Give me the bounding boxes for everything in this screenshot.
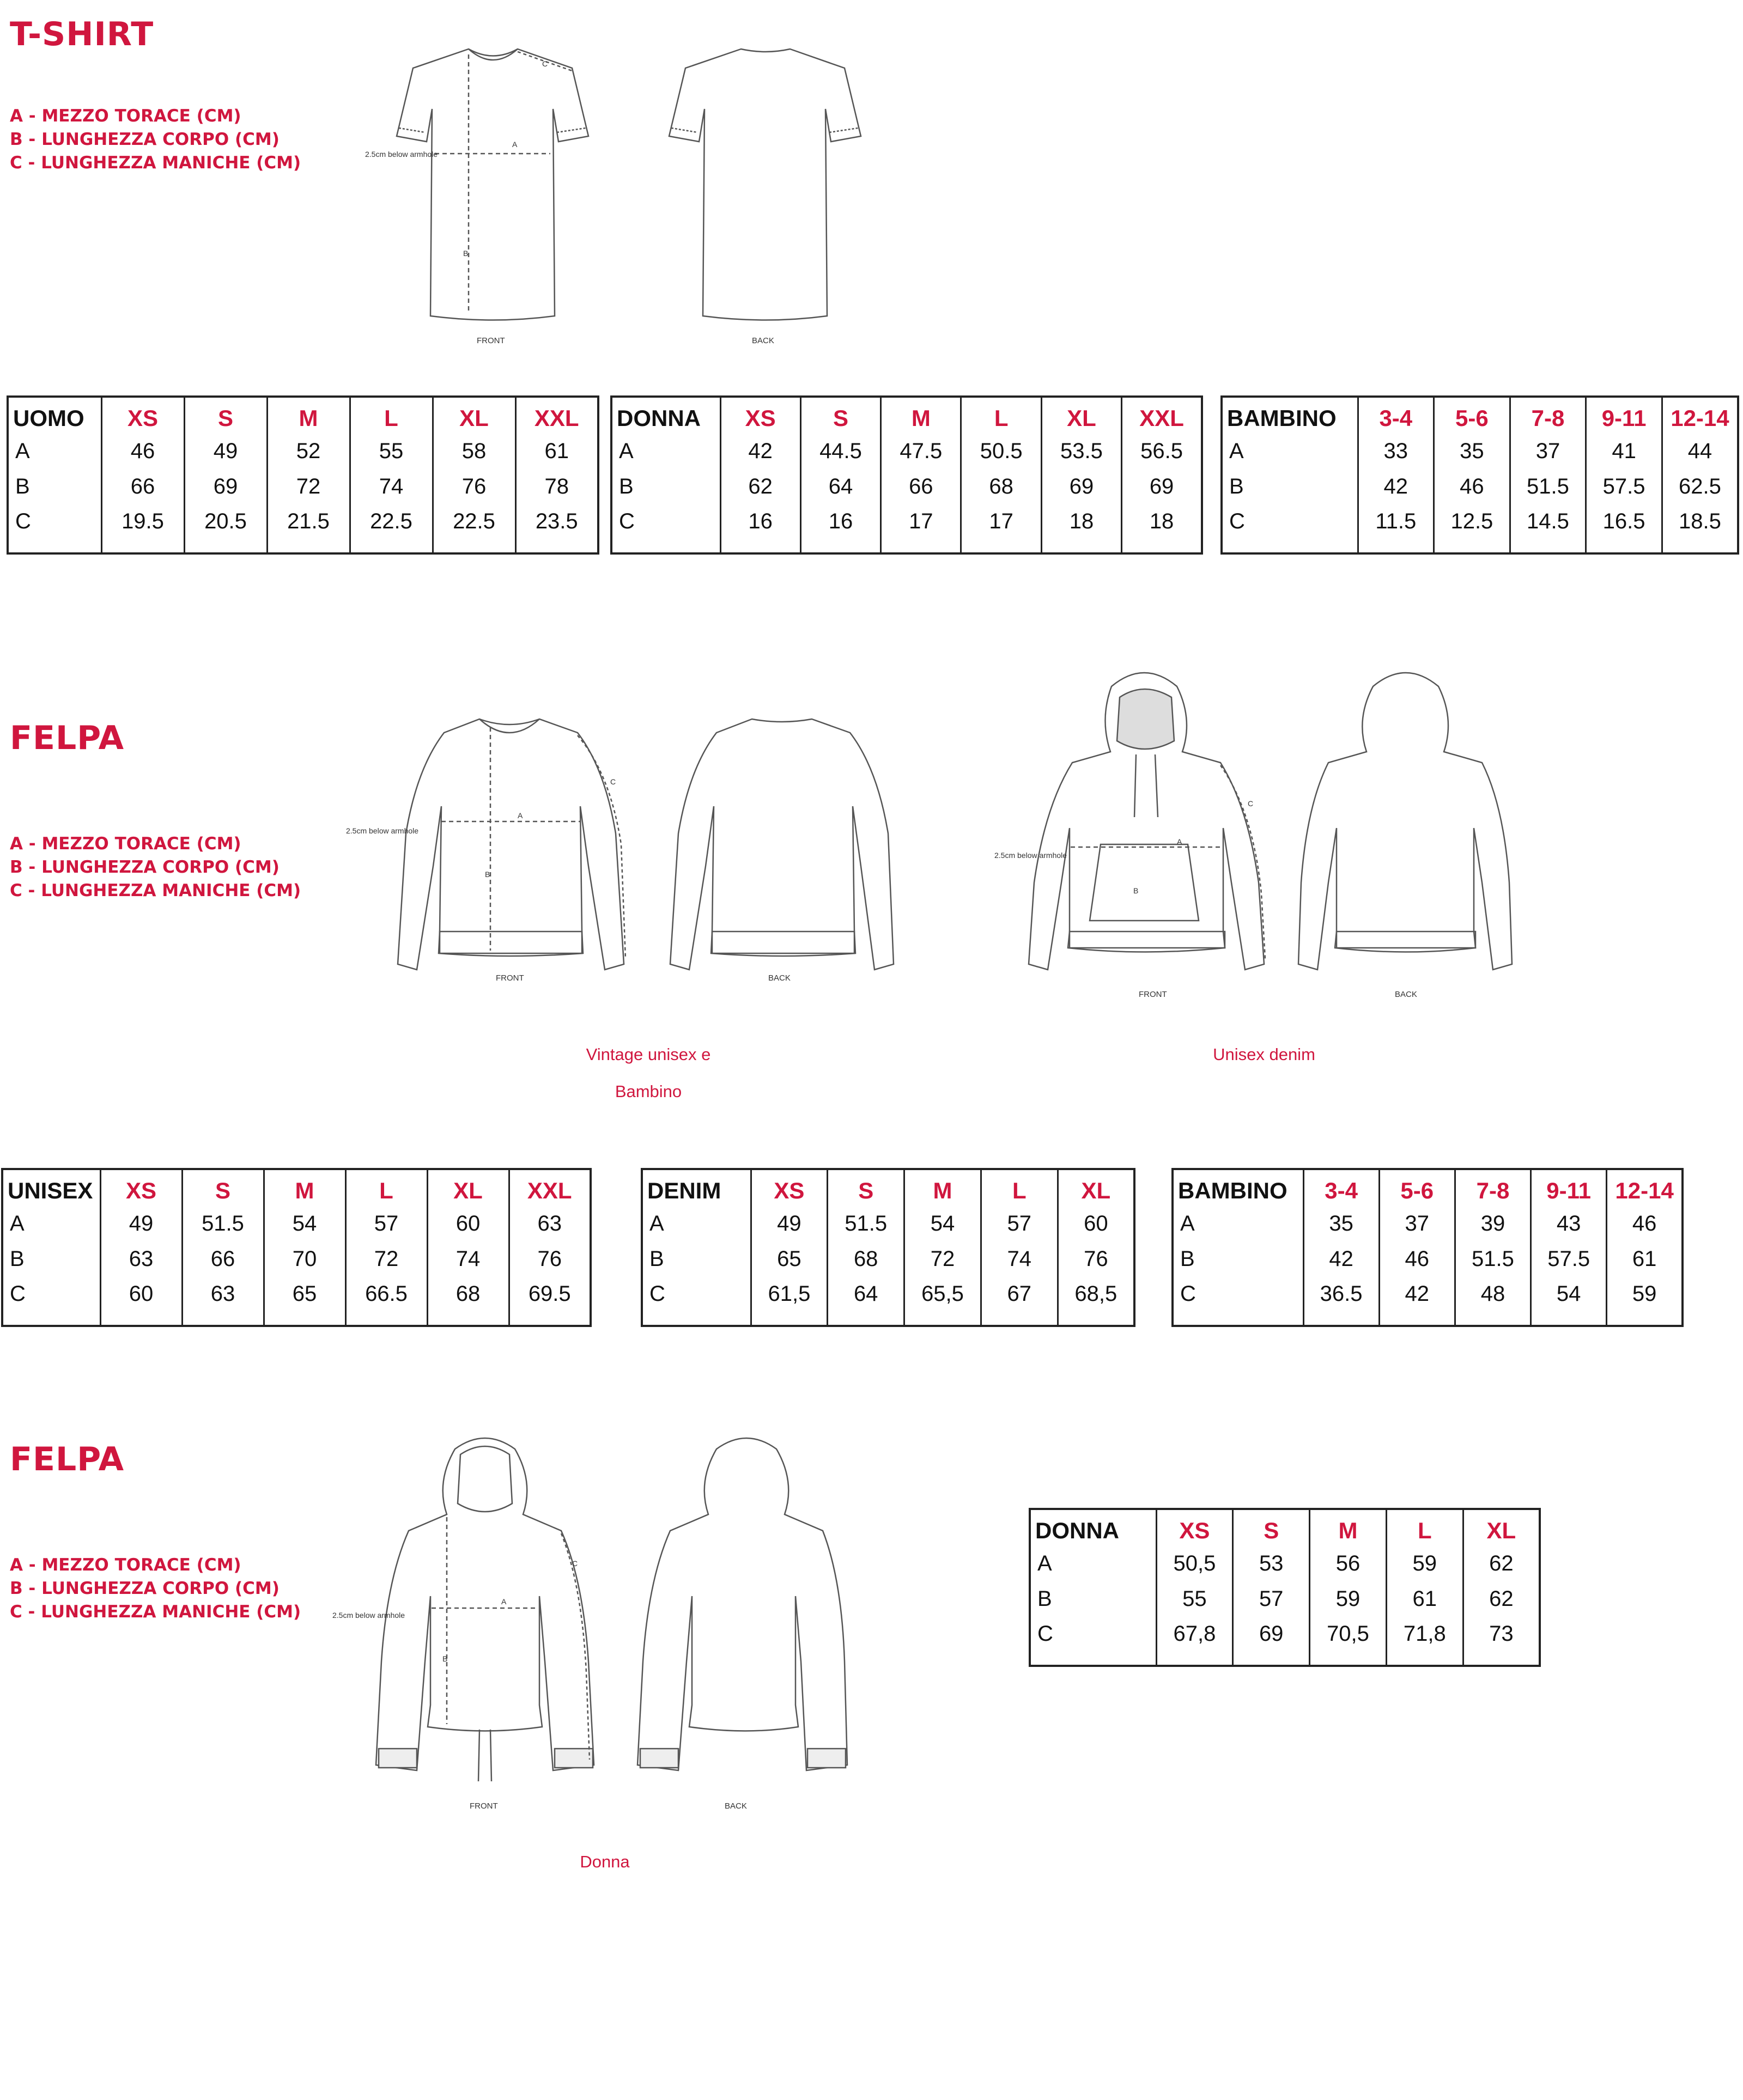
sweatshirt-figure — [338, 703, 904, 997]
cell: 51.5 — [1455, 1244, 1531, 1279]
table-header: DENIM — [647, 1178, 721, 1203]
cell: 46 — [1379, 1244, 1455, 1279]
tshirt-title: T-SHIRT — [10, 15, 154, 53]
cell: 46 — [101, 436, 184, 471]
cell: 61 — [1386, 1584, 1463, 1618]
cell: 72 — [904, 1244, 981, 1279]
sweatshirt-note: 2.5cm below armhole — [346, 826, 419, 835]
table-row — [642, 1208, 1134, 1243]
cell: 59 — [1310, 1584, 1387, 1618]
size-col: S — [1233, 1509, 1310, 1548]
cell: 42 — [1358, 471, 1434, 506]
hoodie-front-drawing — [1029, 673, 1265, 970]
row-label: C — [1229, 509, 1245, 534]
tshirt-note: 2.5cm below armhole — [365, 150, 438, 159]
cell: 18 — [1122, 506, 1202, 553]
hoodie-donna-back-label: BACK — [725, 1801, 747, 1811]
cell: 60 — [100, 1279, 182, 1326]
size-col: 12-14 — [1662, 397, 1738, 436]
cell: 66 — [881, 471, 961, 506]
cell: 68 — [828, 1244, 904, 1279]
row-label: C — [1037, 1622, 1053, 1646]
size-col: XS — [101, 397, 184, 436]
legend-b: B - LUNGHEZZA CORPO (CM) — [10, 1579, 280, 1598]
cell: 55 — [1156, 1584, 1233, 1618]
hoodie-donna-front-drawing — [376, 1438, 594, 1781]
table-row — [8, 471, 598, 506]
cell: 16 — [800, 506, 880, 553]
table-row — [611, 471, 1202, 506]
hoodie-donna-label-a: A — [501, 1597, 507, 1606]
hoodie-front-label: FRONT — [1139, 990, 1167, 999]
cell: 50,5 — [1156, 1548, 1233, 1583]
hoodie-donna-front-label: FRONT — [470, 1801, 498, 1811]
size-col: 12-14 — [1607, 1169, 1683, 1208]
table-row — [642, 1244, 1134, 1279]
size-col: XL — [1058, 1169, 1134, 1208]
cell: 68 — [961, 471, 1041, 506]
cell: 59 — [1386, 1548, 1463, 1583]
cell: 67,8 — [1156, 1618, 1233, 1666]
cell: 60 — [1058, 1208, 1134, 1243]
hoodie-donna-figure — [327, 1433, 850, 1825]
row-label: C — [619, 509, 635, 534]
cell: 64 — [828, 1279, 904, 1326]
tshirt-front-label: FRONT — [477, 336, 505, 345]
cell: 65 — [264, 1279, 345, 1326]
cell: 41 — [1586, 436, 1662, 471]
cell: 55 — [350, 436, 433, 471]
size-col: XL — [427, 1169, 509, 1208]
row-label: B — [10, 1246, 25, 1271]
row-label: B — [619, 474, 634, 498]
cell: 35 — [1303, 1208, 1379, 1243]
cell: 47.5 — [881, 436, 961, 471]
cell: 57.5 — [1586, 471, 1662, 506]
row-label: B — [15, 474, 30, 498]
felpa-donna-table — [1029, 1508, 1541, 1667]
cell: 69.5 — [509, 1279, 591, 1326]
cell: 37 — [1379, 1208, 1455, 1243]
cell: 57 — [981, 1208, 1058, 1243]
cell: 76 — [433, 471, 515, 506]
cell: 37 — [1510, 436, 1586, 471]
felpa-unisex-table — [1, 1168, 592, 1327]
size-col: XL — [433, 397, 515, 436]
tshirt-label-b: B — [463, 249, 469, 258]
cell: 14.5 — [1510, 506, 1586, 553]
size-col: M — [904, 1169, 981, 1208]
cell: 65 — [751, 1244, 828, 1279]
size-col: XS — [1156, 1509, 1233, 1548]
cell: 49 — [184, 436, 267, 471]
tshirt-label-a: A — [512, 140, 518, 149]
cell: 62 — [720, 471, 800, 506]
cell: 44 — [1662, 436, 1738, 471]
cell: 66 — [101, 471, 184, 506]
cell: 72 — [345, 1244, 427, 1279]
cell: 63 — [509, 1208, 591, 1243]
row-label: B — [1037, 1586, 1052, 1611]
cell: 43 — [1531, 1208, 1607, 1243]
cell: 18 — [1041, 506, 1121, 553]
cell: 63 — [182, 1279, 264, 1326]
table-row — [1173, 1279, 1683, 1326]
cell: 49 — [100, 1208, 182, 1243]
cell: 56.5 — [1122, 436, 1202, 471]
cell: 60 — [427, 1208, 509, 1243]
sweatshirt-label-a: A — [518, 811, 523, 820]
cell: 49 — [751, 1208, 828, 1243]
size-col: 3-4 — [1358, 397, 1434, 436]
legend-c: C - LUNGHEZZA MANICHE (CM) — [10, 881, 301, 900]
cell: 62.5 — [1662, 471, 1738, 506]
hoodie-label-a: A — [1177, 837, 1182, 846]
table-row — [1030, 1584, 1540, 1618]
cell: 68 — [427, 1279, 509, 1326]
table-row — [611, 436, 1202, 471]
row-label: A — [15, 439, 30, 464]
cell: 66.5 — [345, 1279, 427, 1326]
cell: 39 — [1455, 1208, 1531, 1243]
cell: 54 — [1531, 1279, 1607, 1326]
cell: 46 — [1434, 471, 1510, 506]
size-col: XXL — [515, 397, 598, 436]
table-row — [1030, 1548, 1540, 1583]
cell: 73 — [1463, 1618, 1540, 1666]
sweatshirt-label-c: C — [610, 777, 616, 786]
cell: 61,5 — [751, 1279, 828, 1326]
cell: 11.5 — [1358, 506, 1434, 553]
size-col: XS — [720, 397, 800, 436]
table-header: BAMBINO — [1227, 405, 1337, 431]
size-col: M — [267, 397, 350, 436]
size-col: L — [345, 1169, 427, 1208]
table-row — [1173, 1244, 1683, 1279]
cell: 35 — [1434, 436, 1510, 471]
cell: 54 — [904, 1208, 981, 1243]
size-col: L — [1386, 1509, 1463, 1548]
row-label: A — [1037, 1551, 1052, 1576]
table-header: UOMO — [13, 405, 84, 431]
hoodie-donna-label-b: B — [442, 1654, 448, 1663]
tshirt-legend — [10, 105, 301, 175]
cell: 78 — [515, 471, 598, 506]
caption-line-1: Vintage unisex e — [586, 1045, 711, 1064]
table-row — [8, 436, 598, 471]
felpa-donna-title: FELPA — [10, 1440, 125, 1478]
caption-vintage — [561, 1045, 736, 1101]
cell: 36.5 — [1303, 1279, 1379, 1326]
size-col: 9-11 — [1531, 1169, 1607, 1208]
size-col: 5-6 — [1434, 397, 1510, 436]
row-label: A — [10, 1212, 25, 1236]
cell: 21.5 — [267, 506, 350, 553]
size-col: S — [182, 1169, 264, 1208]
hoodie-back-label: BACK — [1395, 990, 1417, 999]
cell: 69 — [1233, 1618, 1310, 1666]
cell: 69 — [184, 471, 267, 506]
legend-c: C - LUNGHEZZA MANICHE (CM) — [10, 1602, 301, 1622]
tshirt-label-c: C — [542, 59, 548, 68]
size-col: XL — [1463, 1509, 1540, 1548]
hoodie-figure — [992, 665, 1515, 1008]
legend-b: B - LUNGHEZZA CORPO (CM) — [10, 857, 280, 877]
cell: 46 — [1607, 1208, 1683, 1243]
cell: 69 — [1122, 471, 1202, 506]
cell: 52 — [267, 436, 350, 471]
row-label: B — [649, 1246, 664, 1271]
size-col: S — [800, 397, 880, 436]
cell: 17 — [961, 506, 1041, 553]
cell: 44.5 — [800, 436, 880, 471]
size-col: S — [184, 397, 267, 436]
cell: 48 — [1455, 1279, 1531, 1326]
size-col: M — [881, 397, 961, 436]
row-label: A — [619, 439, 634, 464]
legend-a: A - MEZZO TORACE (CM) — [10, 834, 241, 854]
cell: 72 — [267, 471, 350, 506]
table-row — [1222, 506, 1738, 553]
caption-denim: Unisex denim — [1213, 1045, 1315, 1064]
size-col: L — [961, 397, 1041, 436]
row-label: A — [1229, 439, 1244, 464]
cell: 53 — [1233, 1548, 1310, 1583]
cell: 42 — [1379, 1279, 1455, 1326]
size-col: XXL — [509, 1169, 591, 1208]
felpa-legend — [10, 832, 301, 903]
cell: 42 — [1303, 1244, 1379, 1279]
cell: 64 — [800, 471, 880, 506]
size-col: 7-8 — [1455, 1169, 1531, 1208]
cell: 12.5 — [1434, 506, 1510, 553]
size-col: M — [264, 1169, 345, 1208]
cell: 42 — [720, 436, 800, 471]
felpa-denim-table — [641, 1168, 1135, 1327]
cell: 70,5 — [1310, 1618, 1387, 1666]
legend-a: A - MEZZO TORACE (CM) — [10, 1555, 241, 1575]
tshirt-uomo-table — [7, 395, 599, 555]
size-col: 9-11 — [1586, 397, 1662, 436]
legend-b: B - LUNGHEZZA CORPO (CM) — [10, 130, 280, 149]
size-col: M — [1310, 1509, 1387, 1548]
cell: 74 — [981, 1244, 1058, 1279]
table-row — [611, 506, 1202, 553]
caption-donna: Donna — [580, 1852, 630, 1871]
cell: 57 — [1233, 1584, 1310, 1618]
caption-line-2: Bambino — [615, 1082, 682, 1101]
cell: 54 — [264, 1208, 345, 1243]
cell: 18.5 — [1662, 506, 1738, 553]
cell: 66 — [182, 1244, 264, 1279]
table-row — [8, 506, 598, 553]
size-col: L — [981, 1169, 1058, 1208]
row-label: A — [1180, 1212, 1195, 1236]
cell: 62 — [1463, 1584, 1540, 1618]
cell: 16.5 — [1586, 506, 1662, 553]
table-header: BAMBINO — [1178, 1178, 1287, 1203]
row-label: C — [15, 509, 31, 534]
cell: 69 — [1041, 471, 1121, 506]
table-row — [2, 1279, 591, 1326]
cell: 58 — [433, 436, 515, 471]
size-col: 3-4 — [1303, 1169, 1379, 1208]
cell: 76 — [509, 1244, 591, 1279]
sweatshirt-back-label: BACK — [768, 973, 791, 983]
row-label: C — [649, 1282, 665, 1306]
table-row — [1030, 1618, 1540, 1666]
hoodie-donna-label-c: C — [572, 1559, 578, 1568]
cell: 23.5 — [515, 506, 598, 553]
cell: 61 — [1607, 1244, 1683, 1279]
cell: 50.5 — [961, 436, 1041, 471]
row-label: C — [10, 1282, 26, 1306]
row-label: B — [1180, 1246, 1195, 1271]
cell: 62 — [1463, 1548, 1540, 1583]
cell: 53.5 — [1041, 436, 1121, 471]
cell: 65,5 — [904, 1279, 981, 1326]
size-col: XS — [751, 1169, 828, 1208]
hoodie-donna-back-drawing — [637, 1438, 847, 1770]
legend-c: C - LUNGHEZZA MANICHE (CM) — [10, 153, 301, 173]
cell: 33 — [1358, 436, 1434, 471]
cell: 74 — [427, 1244, 509, 1279]
cell: 22.5 — [433, 506, 515, 553]
tshirt-front-drawing — [397, 49, 588, 320]
cell: 20.5 — [184, 506, 267, 553]
hoodie-note: 2.5cm below armhole — [994, 851, 1067, 860]
cell: 51.5 — [828, 1208, 904, 1243]
cell: 74 — [350, 471, 433, 506]
size-col: S — [828, 1169, 904, 1208]
cell: 71,8 — [1386, 1618, 1463, 1666]
hoodie-back-drawing — [1298, 673, 1512, 970]
size-col: L — [350, 397, 433, 436]
cell: 57.5 — [1531, 1244, 1607, 1279]
row-label: B — [1229, 474, 1244, 498]
cell: 22.5 — [350, 506, 433, 553]
cell: 70 — [264, 1244, 345, 1279]
tshirt-bambino-table — [1220, 395, 1739, 555]
cell: 67 — [981, 1279, 1058, 1326]
cell: 59 — [1607, 1279, 1683, 1326]
table-row — [1173, 1208, 1683, 1243]
table-row — [1222, 436, 1738, 471]
cell: 68,5 — [1058, 1279, 1134, 1326]
cell: 17 — [881, 506, 961, 553]
table-row — [642, 1279, 1134, 1326]
sweatshirt-front-drawing — [398, 719, 625, 970]
cell: 57 — [345, 1208, 427, 1243]
cell: 51.5 — [182, 1208, 264, 1243]
legend-a: A - MEZZO TORACE (CM) — [10, 106, 241, 126]
row-label: C — [1180, 1282, 1196, 1306]
cell: 16 — [720, 506, 800, 553]
tshirt-back-label: BACK — [752, 336, 774, 345]
tshirt-back-drawing — [669, 49, 861, 320]
tshirt-donna-table — [610, 395, 1203, 555]
hoodie-donna-note: 2.5cm below armhole — [332, 1611, 405, 1620]
cell: 76 — [1058, 1244, 1134, 1279]
felpa-bambino-table — [1171, 1168, 1684, 1327]
felpa-title: FELPA — [10, 719, 125, 757]
table-row — [1222, 471, 1738, 506]
table-header: DONNA — [1035, 1518, 1119, 1543]
cell: 51.5 — [1510, 471, 1586, 506]
size-col: 7-8 — [1510, 397, 1586, 436]
hoodie-label-b: B — [1133, 886, 1139, 895]
row-label: A — [649, 1212, 664, 1236]
tshirt-figure — [354, 38, 888, 354]
cell: 63 — [100, 1244, 182, 1279]
table-row — [2, 1208, 591, 1243]
cell: 61 — [515, 436, 598, 471]
hoodie-label-c: C — [1248, 799, 1254, 808]
sweatshirt-front-label: FRONT — [496, 973, 524, 983]
size-col: 5-6 — [1379, 1169, 1455, 1208]
cell: 56 — [1310, 1548, 1387, 1583]
sweatshirt-back-drawing — [670, 719, 894, 970]
felpa-donna-legend — [10, 1554, 301, 1624]
sweatshirt-label-b: B — [485, 870, 490, 879]
table-row — [2, 1244, 591, 1279]
size-col: XS — [100, 1169, 182, 1208]
cell: 19.5 — [101, 506, 184, 553]
table-header: DONNA — [617, 405, 701, 431]
size-col: XXL — [1122, 397, 1202, 436]
size-col: XL — [1041, 397, 1121, 436]
table-header: UNISEX — [8, 1178, 93, 1203]
